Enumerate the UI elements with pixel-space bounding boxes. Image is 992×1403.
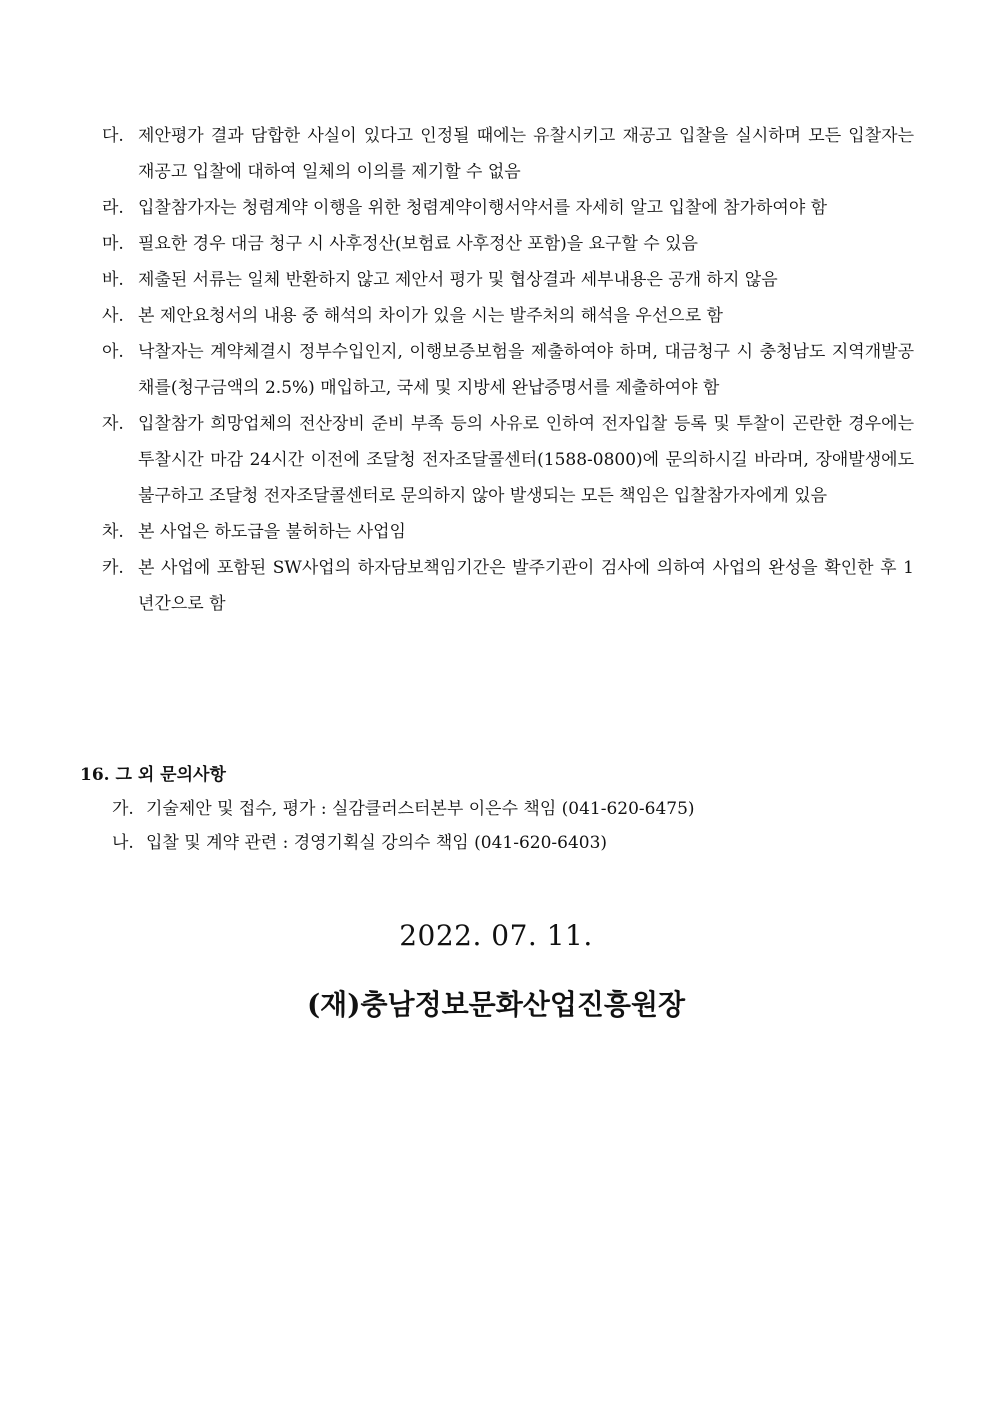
item-label: 자.: [102, 414, 124, 434]
item-label: 카.: [102, 558, 124, 578]
item-label: 차.: [102, 522, 124, 542]
notice-item: [102, 514, 914, 550]
item-text: 필요한 경우 대금 청구 시 사후정산(보험료 사후정산 포함)을 요구할 수 있음: [138, 234, 698, 254]
notice-item: [102, 550, 914, 622]
issuer-name: (재)충남정보문화산업진흥원장: [306, 988, 686, 1021]
item-text: 제안평가 결과 담합한 사실이 있다고 인정될 때에는 유찰시키고 재공고 입찰을 실시하며 모든 입찰자는 재공고 입찰에 대하여 일체의 이의를 제기할 수 없음: [138, 126, 914, 182]
item-label: 아.: [102, 342, 124, 362]
inquiry-section: [80, 758, 920, 860]
inquiry-label: 가.: [112, 799, 134, 819]
item-label: 바.: [102, 270, 124, 290]
item-label: 사.: [102, 306, 124, 326]
section-title: 16. 그 외 문의사항: [80, 765, 226, 785]
item-text: 본 사업은 하도급을 불허하는 사업임: [138, 522, 406, 542]
notice-item: [102, 118, 914, 190]
notice-item: [102, 226, 914, 262]
inquiry-item: [112, 826, 920, 860]
inquiry-text: 기술제안 및 접수, 평가 : 실감클러스터본부 이은수 책임 (041-620-6475): [146, 799, 695, 819]
item-label: 마.: [102, 234, 124, 254]
item-text: 입찰참가 희망업체의 전산장비 준비 부족 등의 사유로 인하여 전자입찰 등록 및 투찰이 곤란한 경우에는 투찰시간 마감 24시간 이전에 조달청 전자조달콜센터(1588-0800)에 문의하시길 바라며, 장애발생에도 불구하고 조달청 전자조달콜센터로 문의하지 않아 발생되는 모든 책임은 입찰참가자에게 있음: [138, 414, 914, 506]
item-label: 라.: [102, 198, 124, 218]
notice-items: [102, 118, 914, 622]
item-text: 본 제안요청서의 내용 중 해석의 차이가 있을 시는 발주처의 해석을 우선으로 함: [138, 306, 723, 326]
notice-item: [102, 262, 914, 298]
document-date: 2022. 07. 11.: [399, 919, 593, 952]
notice-item: [102, 190, 914, 226]
item-text: 본 사업에 포함된 SW사업의 하자담보책임기간은 발주기관이 검사에 의하여 사업의 완성을 확인한 후 1년간으로 함: [138, 558, 914, 614]
inquiry-label: 나.: [112, 833, 134, 853]
item-label: 다.: [102, 126, 124, 146]
item-text: 제출된 서류는 일체 반환하지 않고 제안서 평가 및 협상결과 세부내용은 공개 하지 않음: [138, 270, 778, 290]
inquiry-item: [112, 792, 920, 826]
item-text: 입찰참가자는 청렴계약 이행을 위한 청렴계약이행서약서를 자세히 알고 입찰에 참가하여야 함: [138, 198, 828, 218]
inquiry-text: 입찰 및 계약 관련 : 경영기획실 강의수 책임 (041-620-6403): [146, 833, 608, 853]
notice-item: [102, 406, 914, 514]
notice-item: [102, 298, 914, 334]
item-text: 낙찰자는 계약체결시 정부수입인지, 이행보증보험을 제출하여야 하며, 대금청구 시 충청남도 지역개발공채를(청구금액의 2.5%) 매입하고, 국세 및 지방세 완납증명서를 제출하여야 함: [138, 342, 914, 398]
notice-item: [102, 334, 914, 406]
